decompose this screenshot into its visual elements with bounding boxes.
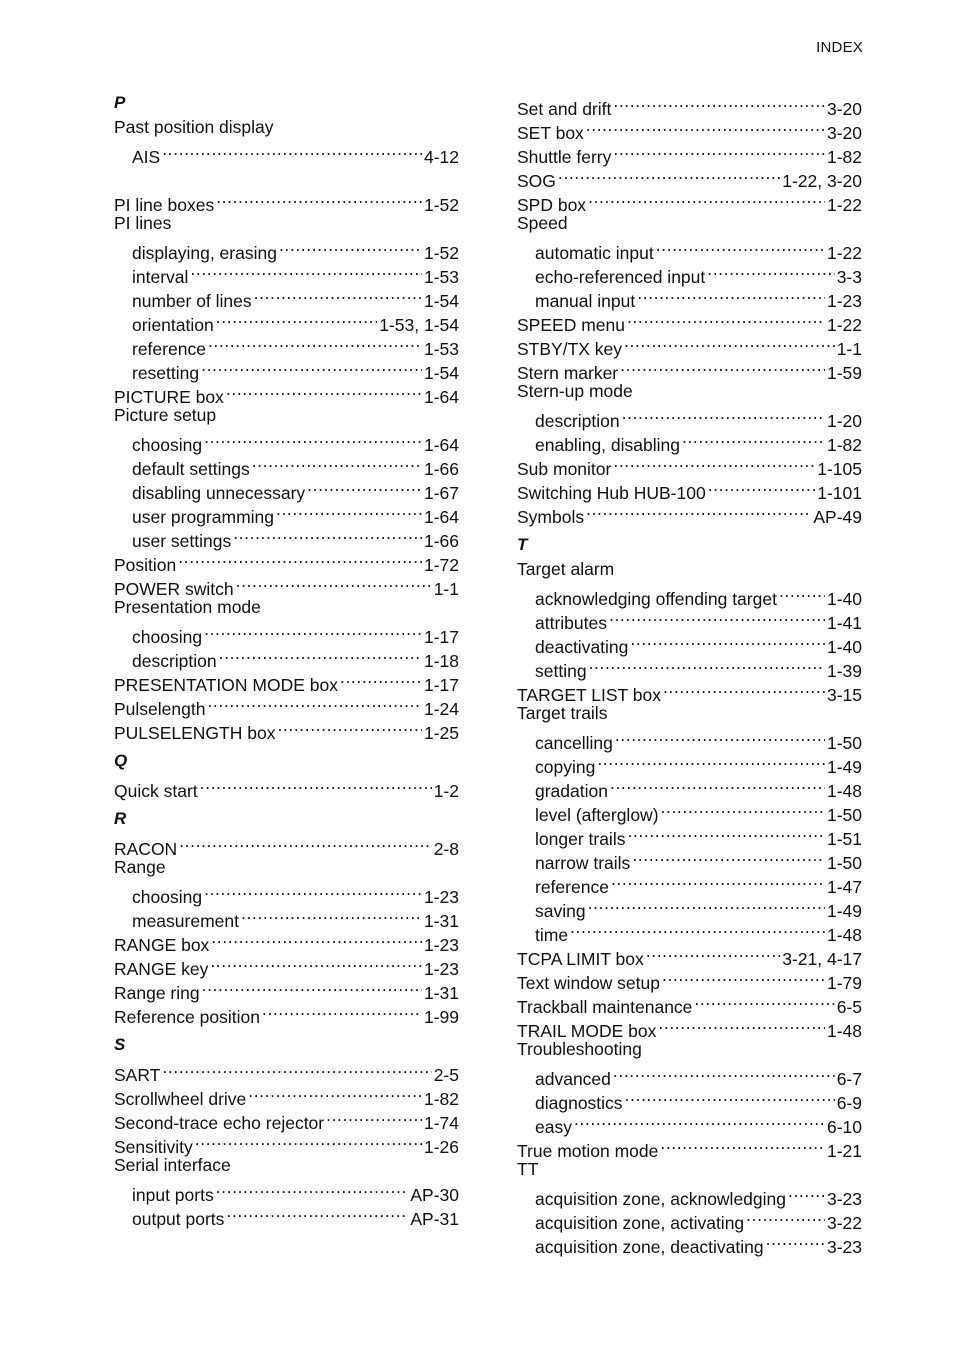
entry-page-ref: 1-48 <box>826 781 862 801</box>
leader-dots <box>162 1057 431 1081</box>
entry-term: user programming <box>132 507 274 527</box>
entry-term: PULSELENGTH box <box>114 723 276 743</box>
entry-page-ref: 3-20 <box>826 123 862 143</box>
entry-page-ref: 1-41 <box>826 613 862 633</box>
leader-dots <box>694 989 834 1013</box>
entry-page-ref: 1-64 <box>423 387 459 407</box>
entry-term: acquisition zone, deactivating <box>535 1237 764 1257</box>
entry-term: TT <box>517 1159 539 1179</box>
entry-term: disabling unnecessary <box>132 483 306 503</box>
leader-dots <box>236 571 432 595</box>
entry-term: Range ring <box>114 983 200 1003</box>
entry-page-ref: 1-64 <box>423 435 459 455</box>
leader-dots <box>658 1013 825 1037</box>
entry-term: description <box>132 651 217 671</box>
leader-dots <box>662 965 825 989</box>
index-entry <box>114 115 459 139</box>
entry-term: attributes <box>535 613 607 633</box>
leader-dots <box>262 999 422 1023</box>
entry-term: longer trails <box>535 829 626 849</box>
entry-term: SPEED menu <box>517 315 625 335</box>
entry-page-ref: 1-50 <box>826 733 862 753</box>
index-subentry <box>114 139 459 167</box>
entry-page-ref: 1-105 <box>817 459 862 479</box>
entry-term: user settings <box>132 531 232 551</box>
entry-term: resetting <box>132 363 200 383</box>
index-entry <box>114 403 459 427</box>
entry-term: description <box>535 411 620 431</box>
leader-dots <box>277 715 422 739</box>
leader-dots <box>589 653 825 677</box>
entry-page-ref: 1-39 <box>826 661 862 681</box>
entry-page-ref: 1-22, 3-20 <box>782 171 862 191</box>
entry-term: Range <box>114 857 166 877</box>
entry-term: Stern-up mode <box>517 381 633 401</box>
entry-term: Scrollwheel drive <box>114 1089 247 1109</box>
index-subentry <box>114 619 459 647</box>
leader-dots <box>216 1177 409 1201</box>
entry-page-ref: 1-54 <box>423 291 459 311</box>
leader-dots <box>252 451 422 475</box>
entry-term: Reference position <box>114 1007 260 1027</box>
leader-dots <box>788 1181 825 1205</box>
entry-page-ref: 1-47 <box>826 877 862 897</box>
entry-term: measurement <box>132 911 239 931</box>
index-column-left <box>114 91 459 1229</box>
entry-page-ref: 1-64 <box>423 507 459 527</box>
entry-term: default settings <box>132 459 250 479</box>
entry-page-ref: 1-1 <box>836 339 862 359</box>
leader-dots <box>682 427 825 451</box>
entry-page-ref: 3-23 <box>826 1237 862 1257</box>
entry-page-ref: 1-82 <box>826 147 862 167</box>
entry-term: output ports <box>132 1209 225 1229</box>
entry-page-ref: 2-5 <box>433 1065 459 1085</box>
leader-dots <box>208 331 422 355</box>
leader-dots <box>637 283 825 307</box>
leader-dots <box>204 879 422 903</box>
entry-term: displaying, erasing <box>132 243 277 263</box>
leader-dots <box>660 1133 825 1157</box>
leader-dots <box>162 139 422 163</box>
entry-term: Pulselength <box>114 699 206 719</box>
entry-term: acquisition zone, activating <box>535 1213 745 1233</box>
leader-dots <box>178 547 422 571</box>
entry-page-ref: 1-54 <box>423 363 459 383</box>
entry-term: Position <box>114 555 177 575</box>
entry-page-ref: 3-15 <box>826 685 862 705</box>
leader-dots <box>588 187 825 211</box>
entry-term: TCPA LIMIT box <box>517 949 644 969</box>
index-entry <box>517 187 862 215</box>
leader-dots <box>597 749 825 773</box>
entry-page-ref: 1-40 <box>826 589 862 609</box>
entry-page-ref: 6-7 <box>836 1069 862 1089</box>
leader-dots <box>254 283 422 307</box>
entry-page-ref: 1-48 <box>826 1021 862 1041</box>
entry-page-ref: 1-49 <box>826 901 862 921</box>
entry-page-ref: 1-49 <box>826 757 862 777</box>
entry-term: SPD box <box>517 195 587 215</box>
entry-term: TARGET LIST box <box>517 685 661 705</box>
index-entry <box>114 773 459 801</box>
leader-dots <box>570 917 825 941</box>
leader-dots <box>200 773 432 797</box>
index-entry <box>517 557 862 581</box>
entry-page-ref: 1-1 <box>433 579 459 599</box>
index-letter-heading: T <box>517 535 528 554</box>
entry-term: orientation <box>132 315 214 335</box>
entry-page-ref: 1-17 <box>423 675 459 695</box>
entry-term: acquisition zone, acknowledging <box>535 1189 786 1209</box>
leader-dots <box>610 773 825 797</box>
entry-term: Past position display <box>114 117 274 137</box>
index-entry <box>517 163 862 191</box>
entry-term: manual input <box>535 291 636 311</box>
entry-page-ref: 1-52 <box>423 243 459 263</box>
entry-term: True motion mode <box>517 1141 659 1161</box>
entry-page-ref: 1-2 <box>433 781 459 801</box>
entry-term: automatic input <box>535 243 654 263</box>
entry-page-ref: 1-66 <box>423 459 459 479</box>
entry-term: Set and drift <box>517 99 612 119</box>
entry-term: reference <box>535 877 609 897</box>
entry-page-ref: 1-22 <box>826 195 862 215</box>
entry-term: PICTURE box <box>114 387 224 407</box>
index-subentry <box>517 581 862 609</box>
page-header: INDEX <box>816 39 863 56</box>
entry-term: choosing <box>132 887 203 907</box>
entry-page-ref: 1-23 <box>423 959 459 979</box>
entry-term: echo-referenced input <box>535 267 706 287</box>
entry-term: advanced <box>535 1069 611 1089</box>
index-entry <box>114 1081 459 1109</box>
entry-term: setting <box>535 661 587 681</box>
entry-page-ref: 1-24 <box>423 699 459 719</box>
leader-dots <box>613 91 825 115</box>
entry-page-ref: 1-59 <box>826 363 862 383</box>
leader-dots <box>656 235 825 259</box>
leader-dots <box>766 1229 825 1253</box>
entry-term: RANGE box <box>114 935 210 955</box>
leader-dots <box>558 163 780 187</box>
index-subentry <box>114 1177 459 1205</box>
entry-term: Presentation mode <box>114 597 261 617</box>
entry-page-ref: 3-20 <box>826 99 862 119</box>
leader-dots <box>226 1201 408 1225</box>
entry-page-ref: 1-23 <box>826 291 862 311</box>
leader-dots <box>622 403 825 427</box>
entry-page-ref: 1-53, 1-54 <box>379 315 459 335</box>
index-subentry <box>517 725 862 753</box>
index-letter-heading: P <box>114 93 126 112</box>
entry-term: Text window setup <box>517 973 660 993</box>
entry-page-ref: 2-8 <box>433 839 459 859</box>
leader-dots <box>586 115 825 139</box>
entry-page-ref: 1-72 <box>423 555 459 575</box>
index-entry <box>114 1153 459 1177</box>
entry-page-ref: AP-31 <box>410 1209 459 1229</box>
entry-page-ref: 1-31 <box>423 911 459 931</box>
entry-term: RACON <box>114 839 178 859</box>
leader-dots <box>627 307 825 331</box>
entry-term: narrow trails <box>535 853 631 873</box>
entry-page-ref: 3-22 <box>826 1213 862 1233</box>
index-subentry <box>114 879 459 907</box>
entry-term: POWER switch <box>114 579 234 599</box>
entry-page-ref: 1-26 <box>423 1137 459 1157</box>
leader-dots <box>615 725 825 749</box>
entry-page-ref: 1-53 <box>423 339 459 359</box>
entry-page-ref: 1-22 <box>826 243 862 263</box>
entry-term: Second-trace echo rejector <box>114 1113 325 1133</box>
entry-page-ref: 1-17 <box>423 627 459 647</box>
leader-dots <box>340 667 422 691</box>
entry-page-ref: 1-51 <box>826 829 862 849</box>
entry-term: PI line boxes <box>114 195 215 215</box>
index-entry <box>114 831 459 859</box>
index-letter-heading: S <box>114 1035 126 1054</box>
entry-page-ref: 1-99 <box>423 1007 459 1027</box>
index-entry <box>114 211 459 235</box>
leader-dots <box>613 139 825 163</box>
entry-term: Sub monitor <box>517 459 612 479</box>
index-entry <box>114 187 459 215</box>
leader-dots <box>646 941 780 965</box>
leader-dots <box>190 259 422 283</box>
leader-dots <box>207 691 422 715</box>
leader-dots <box>241 903 422 927</box>
entry-term: cancelling <box>535 733 613 753</box>
leader-dots <box>625 1085 835 1109</box>
entry-term: SOG <box>517 171 556 191</box>
entry-page-ref: 1-79 <box>826 973 862 993</box>
entry-page-ref: 1-53 <box>423 267 459 287</box>
index-subentry <box>114 235 459 263</box>
leader-dots <box>202 975 422 999</box>
entry-term: RANGE key <box>114 959 209 979</box>
index-entry <box>517 379 862 403</box>
entry-page-ref: 1-52 <box>423 195 459 215</box>
index-entry <box>517 941 862 969</box>
entry-page-ref: 1-31 <box>423 983 459 1003</box>
leader-dots <box>204 619 422 643</box>
index-subentry <box>517 403 862 431</box>
entry-term: reference <box>132 339 206 359</box>
entry-page-ref: 1-101 <box>817 483 862 503</box>
leader-dots <box>663 677 825 701</box>
entry-term: Troubleshooting <box>517 1039 642 1059</box>
entry-term: Target alarm <box>517 559 615 579</box>
entry-term: Speed <box>517 213 568 233</box>
leader-dots <box>630 629 825 653</box>
entry-term: enabling, disabling <box>535 435 680 455</box>
entry-term: PI lines <box>114 213 172 233</box>
entry-term: Target trails <box>517 703 608 723</box>
leader-dots <box>248 1081 422 1105</box>
entry-page-ref: 1-20 <box>826 411 862 431</box>
leader-dots <box>632 845 825 869</box>
entry-page-ref: 3-23 <box>826 1189 862 1209</box>
entry-term: easy <box>535 1117 572 1137</box>
leader-dots <box>210 951 422 975</box>
entry-page-ref: 6-9 <box>836 1093 862 1113</box>
index-subentry <box>114 427 459 455</box>
entry-page-ref: 4-12 <box>423 147 459 167</box>
leader-dots <box>216 307 377 331</box>
entry-term: Switching Hub HUB-100 <box>517 483 706 503</box>
entry-term: Symbols <box>517 507 585 527</box>
leader-dots <box>609 605 825 629</box>
entry-term: AIS <box>132 147 161 167</box>
leader-dots <box>611 869 825 893</box>
entry-term: Serial interface <box>114 1155 231 1175</box>
entry-term: Sensitivity <box>114 1137 193 1157</box>
leader-dots <box>276 499 422 523</box>
leader-dots <box>613 1061 835 1085</box>
entry-page-ref: AP-49 <box>813 507 862 527</box>
leader-dots <box>219 643 422 667</box>
leader-dots <box>588 893 825 917</box>
entry-page-ref: 1-40 <box>826 637 862 657</box>
leader-dots <box>586 499 811 523</box>
entry-page-ref: 1-23 <box>423 935 459 955</box>
leader-dots <box>620 355 825 379</box>
leader-dots <box>326 1105 422 1129</box>
leader-dots <box>574 1109 825 1133</box>
entry-page-ref: 1-21 <box>826 1141 862 1161</box>
entry-page-ref: 1-25 <box>423 723 459 743</box>
entry-page-ref: 1-23 <box>423 887 459 907</box>
entry-page-ref: 1-74 <box>423 1113 459 1133</box>
entry-page-ref: 6-10 <box>826 1117 862 1137</box>
index-entry <box>517 1037 862 1061</box>
leader-dots <box>613 451 815 475</box>
entry-page-ref: 1-82 <box>423 1089 459 1109</box>
entry-term: level (afterglow) <box>535 805 659 825</box>
entry-page-ref: 1-22 <box>826 315 862 335</box>
entry-term: TRAIL MODE box <box>517 1021 657 1041</box>
entry-term: SET box <box>517 123 584 143</box>
index-entry <box>114 595 459 619</box>
leader-dots <box>661 797 825 821</box>
leader-dots <box>746 1205 825 1229</box>
entry-term: SART <box>114 1065 161 1085</box>
entry-term: time <box>535 925 569 945</box>
index-entry <box>517 701 862 725</box>
leader-dots <box>279 235 422 259</box>
leader-dots <box>179 831 432 855</box>
entry-term: STBY/TX key <box>517 339 623 359</box>
entry-term: gradation <box>535 781 608 801</box>
entry-term: saving <box>535 901 586 921</box>
leader-dots <box>233 523 422 547</box>
leader-dots <box>779 581 825 605</box>
index-subentry <box>517 1061 862 1089</box>
leader-dots <box>226 379 422 403</box>
entry-term: Picture setup <box>114 405 217 425</box>
entry-page-ref: 1-82 <box>826 435 862 455</box>
entry-page-ref: 1-66 <box>423 531 459 551</box>
entry-page-ref: 1-50 <box>826 805 862 825</box>
entry-page-ref: 1-50 <box>826 853 862 873</box>
index-entry <box>114 1057 459 1085</box>
entry-page-ref: 1-67 <box>423 483 459 503</box>
entry-term: Trackball maintenance <box>517 997 693 1017</box>
entry-term: interval <box>132 267 189 287</box>
entry-page-ref: 3-21, 4-17 <box>782 949 862 969</box>
entry-term: choosing <box>132 627 203 647</box>
index-letter-heading: R <box>114 809 127 828</box>
leader-dots <box>624 331 835 355</box>
entry-page-ref: 3-3 <box>836 267 862 287</box>
leader-dots <box>216 187 422 211</box>
entry-term: number of lines <box>132 291 252 311</box>
index-subentry <box>517 1181 862 1209</box>
entry-term: PRESENTATION MODE box <box>114 675 338 695</box>
leader-dots <box>707 259 834 283</box>
leader-dots <box>201 355 422 379</box>
entry-page-ref: 1-48 <box>826 925 862 945</box>
entry-term: acknowledging offending target <box>535 589 777 609</box>
entry-term: Stern marker <box>517 363 619 383</box>
entry-term: copying <box>535 757 596 777</box>
index-entry <box>517 91 862 119</box>
leader-dots <box>195 1129 422 1153</box>
entry-term: Quick start <box>114 781 198 801</box>
index-letter-heading: Q <box>114 751 128 770</box>
leader-dots <box>211 927 422 951</box>
entry-term: choosing <box>132 435 203 455</box>
entry-page-ref: AP-30 <box>410 1185 459 1205</box>
entry-term: Shuttle ferry <box>517 147 612 167</box>
leader-dots <box>708 475 816 499</box>
index-subentry <box>517 235 862 263</box>
entry-page-ref: 6-5 <box>836 997 862 1017</box>
entry-term: deactivating <box>535 637 629 657</box>
entry-term: diagnostics <box>535 1093 623 1113</box>
leader-dots <box>204 427 422 451</box>
leader-dots <box>307 475 422 499</box>
entry-page-ref: 1-18 <box>423 651 459 671</box>
index-column-right <box>517 91 862 1257</box>
section-spacer <box>114 163 459 187</box>
leader-dots <box>627 821 825 845</box>
entry-term: input ports <box>132 1185 214 1205</box>
